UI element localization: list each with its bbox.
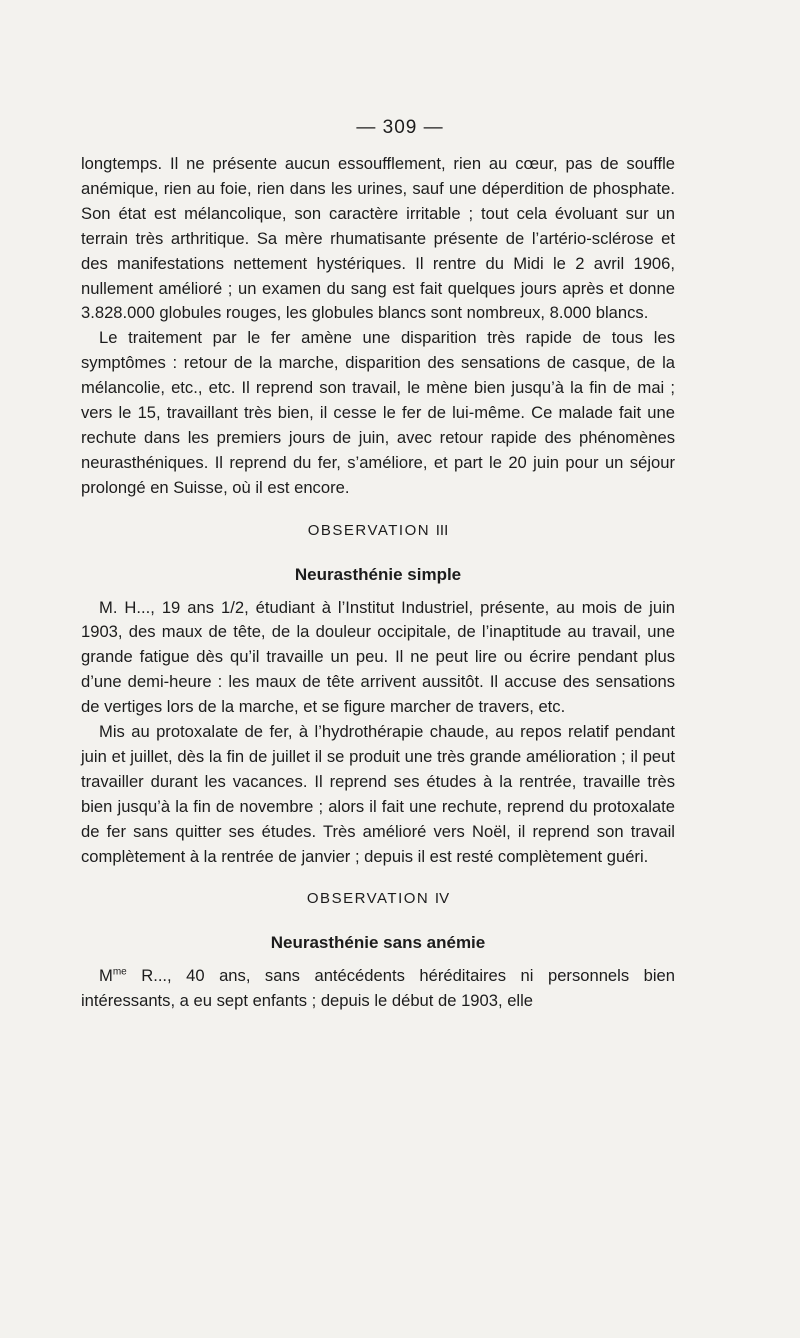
- observation-3-paragraph: Mis au protoxalate de fer, à l’hydrothérapie chaude, au repos relatif pendant juin et juillet, dès la fin de juillet il se produit une très grande amélioration ; il peut travailler durant les vacances. Il reprend ses études à la rentrée, travaille très bien jusqu’à la fin de novembre ; alors il fait une rechute, reprend du protoxalate de fer sans quitter ses études. Très amélioré vers Noël, il reprend son travail complètement à la rentrée de janvier ; depuis il est resté complètement guéri.: [81, 722, 675, 866]
- salutation: M: [99, 966, 113, 986]
- observation-label: OBSERVATION: [307, 521, 431, 539]
- observation-4-heading: [81, 887, 675, 912]
- observation-3-heading: [81, 519, 675, 544]
- page-number: — 309 —: [356, 117, 444, 138]
- observation-label: OBSERVATION: [306, 890, 430, 908]
- observation-3-paragraph: M. H..., 19 ans 1/2, étudiant à l’Institut Industriel, présente, au mois de juin 1903, des maux de tête, de la douleur occipitale, de l’inaptitude au travail, une grande fatigue dès qu’il travaille un peu. Il ne peut lire ou écrire pendant plus d’une demi-heure : les maux de tête arrivent aussitôt. Il accuse des sensations de vertiges lors de la marche, et se figure marcher de travers, etc.: [81, 597, 675, 717]
- observation-4-title: Neurasthénie sans anémie: [270, 933, 486, 953]
- salutation-superscript: me: [112, 966, 127, 978]
- paragraph-treatment: Le traitement par le fer amène une disparition très rapide de tous les symptômes : retour de la marche, disparition des sensations de casque, de la mélancolie, etc., etc. Il reprend son travail, le mène bien jusqu’à la fin de mai ; vers le 15, travaillant très bien, il cesse le fer de lui-même. Ce malade fait une rechute dans les premiers jours de juin, avec retour rapide des phénomènes neurasthéniques. Il reprend du fer, s’améliore, et part le 20 juin pour un séjour prolongé en Suisse, où il est encore.: [81, 328, 675, 497]
- observation-4-paragraph: [81, 964, 675, 1014]
- observation-number: III: [435, 521, 449, 539]
- paragraph-continuation: longtemps. Il ne présente aucun essoufflement, rien au cœur, pas de souffle anémique, rien au foie, rien dans les urines, sauf une déperdition de phosphate. Son état est mélancolique, son caractère irritable ; tout cela évoluant sur un terrain très arthritique. Sa mère rhumatisante présente de l’artério-sclérose et des manifestations nettement hystériques. Il rentre du Midi le 2 avril 1906, nullement amélioré ; un examen du sang est fait quelques jours après et donne 3.828.000 globules rouges, les globules blancs sont nombreux, 8.000 blancs.: [81, 154, 675, 323]
- observation-3-title: Neurasthénie simple: [294, 564, 462, 584]
- observation-number: IV: [434, 890, 450, 908]
- page-body: [81, 152, 675, 1014]
- observation-4-text: R..., 40 ans, sans antécédents héréditaires ni personnels bien intéressants, a eu sept enfants ; depuis le début de 1903, elle: [81, 966, 675, 1011]
